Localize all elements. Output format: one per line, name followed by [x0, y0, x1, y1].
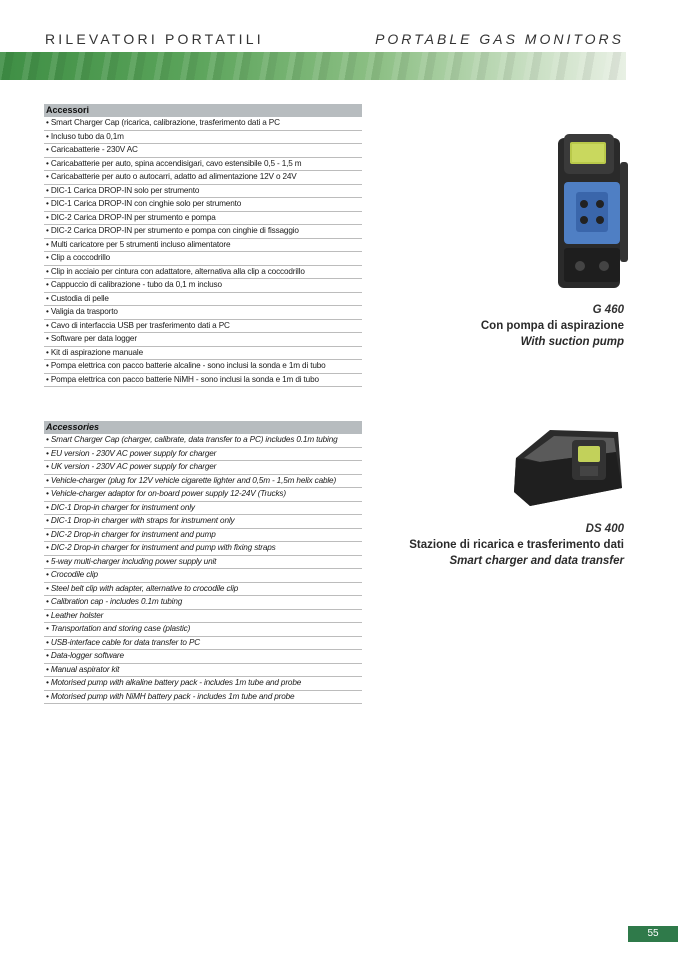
accessory-item: • Calibration cap - includes 0.1m tubing: [44, 596, 362, 610]
accessory-item: • Kit di aspirazione manuale: [44, 347, 362, 361]
g460-device-image: [550, 132, 632, 294]
accessory-item: • DIC-1 Carica DROP-IN solo per strumento: [44, 185, 362, 199]
product-caption-ds400: [409, 521, 624, 569]
accessory-item: • Caricabatterie - 230V AC: [44, 144, 362, 158]
accessory-item: • Crocodile clip: [44, 569, 362, 583]
accessory-item: • Steel belt clip with adapter, alternative to crocodile clip: [44, 583, 362, 597]
header-title-italian: RILEVATORI PORTATILI: [45, 31, 264, 47]
accessory-item: • Multi caricatore per 5 strumenti incluso alimentatore: [44, 239, 362, 253]
accessory-item: • USB-interface cable for data transfer to PC: [44, 637, 362, 651]
product-desc-english-g460: With suction pump: [520, 336, 624, 348]
accessories-list-italian: [44, 117, 362, 387]
accessory-item: • Manual aspirator kit: [44, 664, 362, 678]
product-desc-english-ds400: Smart charger and data transfer: [449, 555, 624, 567]
accessory-item: • Data-logger software: [44, 650, 362, 664]
accessory-item: • Transportation and storing case (plastic): [44, 623, 362, 637]
accessory-item: • DIC-1 Drop-in charger for instrument only: [44, 502, 362, 516]
header-title-english: PORTABLE GAS MONITORS: [375, 31, 624, 47]
accessory-item: • Leather holster: [44, 610, 362, 624]
page-number: 55: [628, 926, 678, 942]
accessories-heading-english: Accessories: [44, 421, 362, 434]
accessory-item: • Pompa elettrica con pacco batterie NiMH - sono inclusi la sonda e 1m di tubo: [44, 374, 362, 388]
accessory-item: • Software per data logger: [44, 333, 362, 347]
accessory-item: • Smart Charger Cap (charger, calibrate, data transfer to a PC) includes 0.1m tubing: [44, 434, 362, 448]
product-desc-italian-ds400: Stazione di ricarica e trasferimento dati: [409, 539, 624, 551]
product-model-g460: G 460: [592, 304, 624, 316]
ds400-charger-image: [510, 418, 626, 512]
product-caption-g460: [481, 302, 624, 350]
accessory-item: • DIC-2 Drop-in charger for instrument and pump with fixing straps: [44, 542, 362, 556]
accessory-item: • DIC-2 Drop-in charger for instrument and pump: [44, 529, 362, 543]
accessory-item: • Motorised pump with NiMH battery pack - includes 1m tube and probe: [44, 691, 362, 705]
header-green-band: [0, 52, 626, 80]
accessory-item: • Vehicle-charger (plug for 12V vehicle cigarette lighter and 0,5m - 1,5m helix cable): [44, 475, 362, 489]
accessory-item: • Cavo di interfaccia USB per trasferimento dati a PC: [44, 320, 362, 334]
accessory-item: • DIC-1 Carica DROP-IN con cinghie solo per strumento: [44, 198, 362, 212]
accessory-item: • Clip a coccodrillo: [44, 252, 362, 266]
accessory-item: • DIC-1 Drop-in charger with straps for instrument only: [44, 515, 362, 529]
accessory-item: • 5-way multi-charger including power supply unit: [44, 556, 362, 570]
accessories-list-english: [44, 434, 362, 704]
accessory-item: • Vehicle-charger adaptor for on-board power supply 12-24V (Trucks): [44, 488, 362, 502]
accessory-item: • Pompa elettrica con pacco batterie alcaline - sono inclusi la sonda e 1m di tubo: [44, 360, 362, 374]
product-desc-italian-g460: Con pompa di aspirazione: [480, 320, 624, 332]
accessory-item: • Custodia di pelle: [44, 293, 362, 307]
accessories-table-english: [44, 421, 362, 704]
accessory-item: • Clip in acciaio per cintura con adattatore, alternativa alla clip a coccodrillo: [44, 266, 362, 280]
accessory-item: • Motorised pump with alkaline battery pack - includes 1m tube and probe: [44, 677, 362, 691]
accessories-table-italian: [44, 104, 362, 387]
accessory-item: • Caricabatterie per auto, spina accendisigari, cavo estensibile 0,5 - 1,5 m: [44, 158, 362, 172]
accessory-item: • Smart Charger Cap (ricarica, calibrazione, trasferimento dati a PC: [44, 117, 362, 131]
accessory-item: • UK version - 230V AC power supply for charger: [44, 461, 362, 475]
product-model-ds400: DS 400: [585, 523, 624, 535]
accessories-heading-italian: Accessori: [44, 104, 362, 117]
accessory-item: • EU version - 230V AC power supply for charger: [44, 448, 362, 462]
accessory-item: • Cappuccio di calibrazione - tubo da 0,1 m incluso: [44, 279, 362, 293]
accessory-item: • DIC-2 Carica DROP-IN per strumento e pompa: [44, 212, 362, 226]
accessory-item: • DIC-2 Carica DROP-IN per strumento e pompa con cinghie di fissaggio: [44, 225, 362, 239]
accessory-item: • Incluso tubo da 0,1m: [44, 131, 362, 145]
accessory-item: • Caricabatterie per auto o autocarri, adatto ad alimentazione 12V o 24V: [44, 171, 362, 185]
accessory-item: • Valigia da trasporto: [44, 306, 362, 320]
